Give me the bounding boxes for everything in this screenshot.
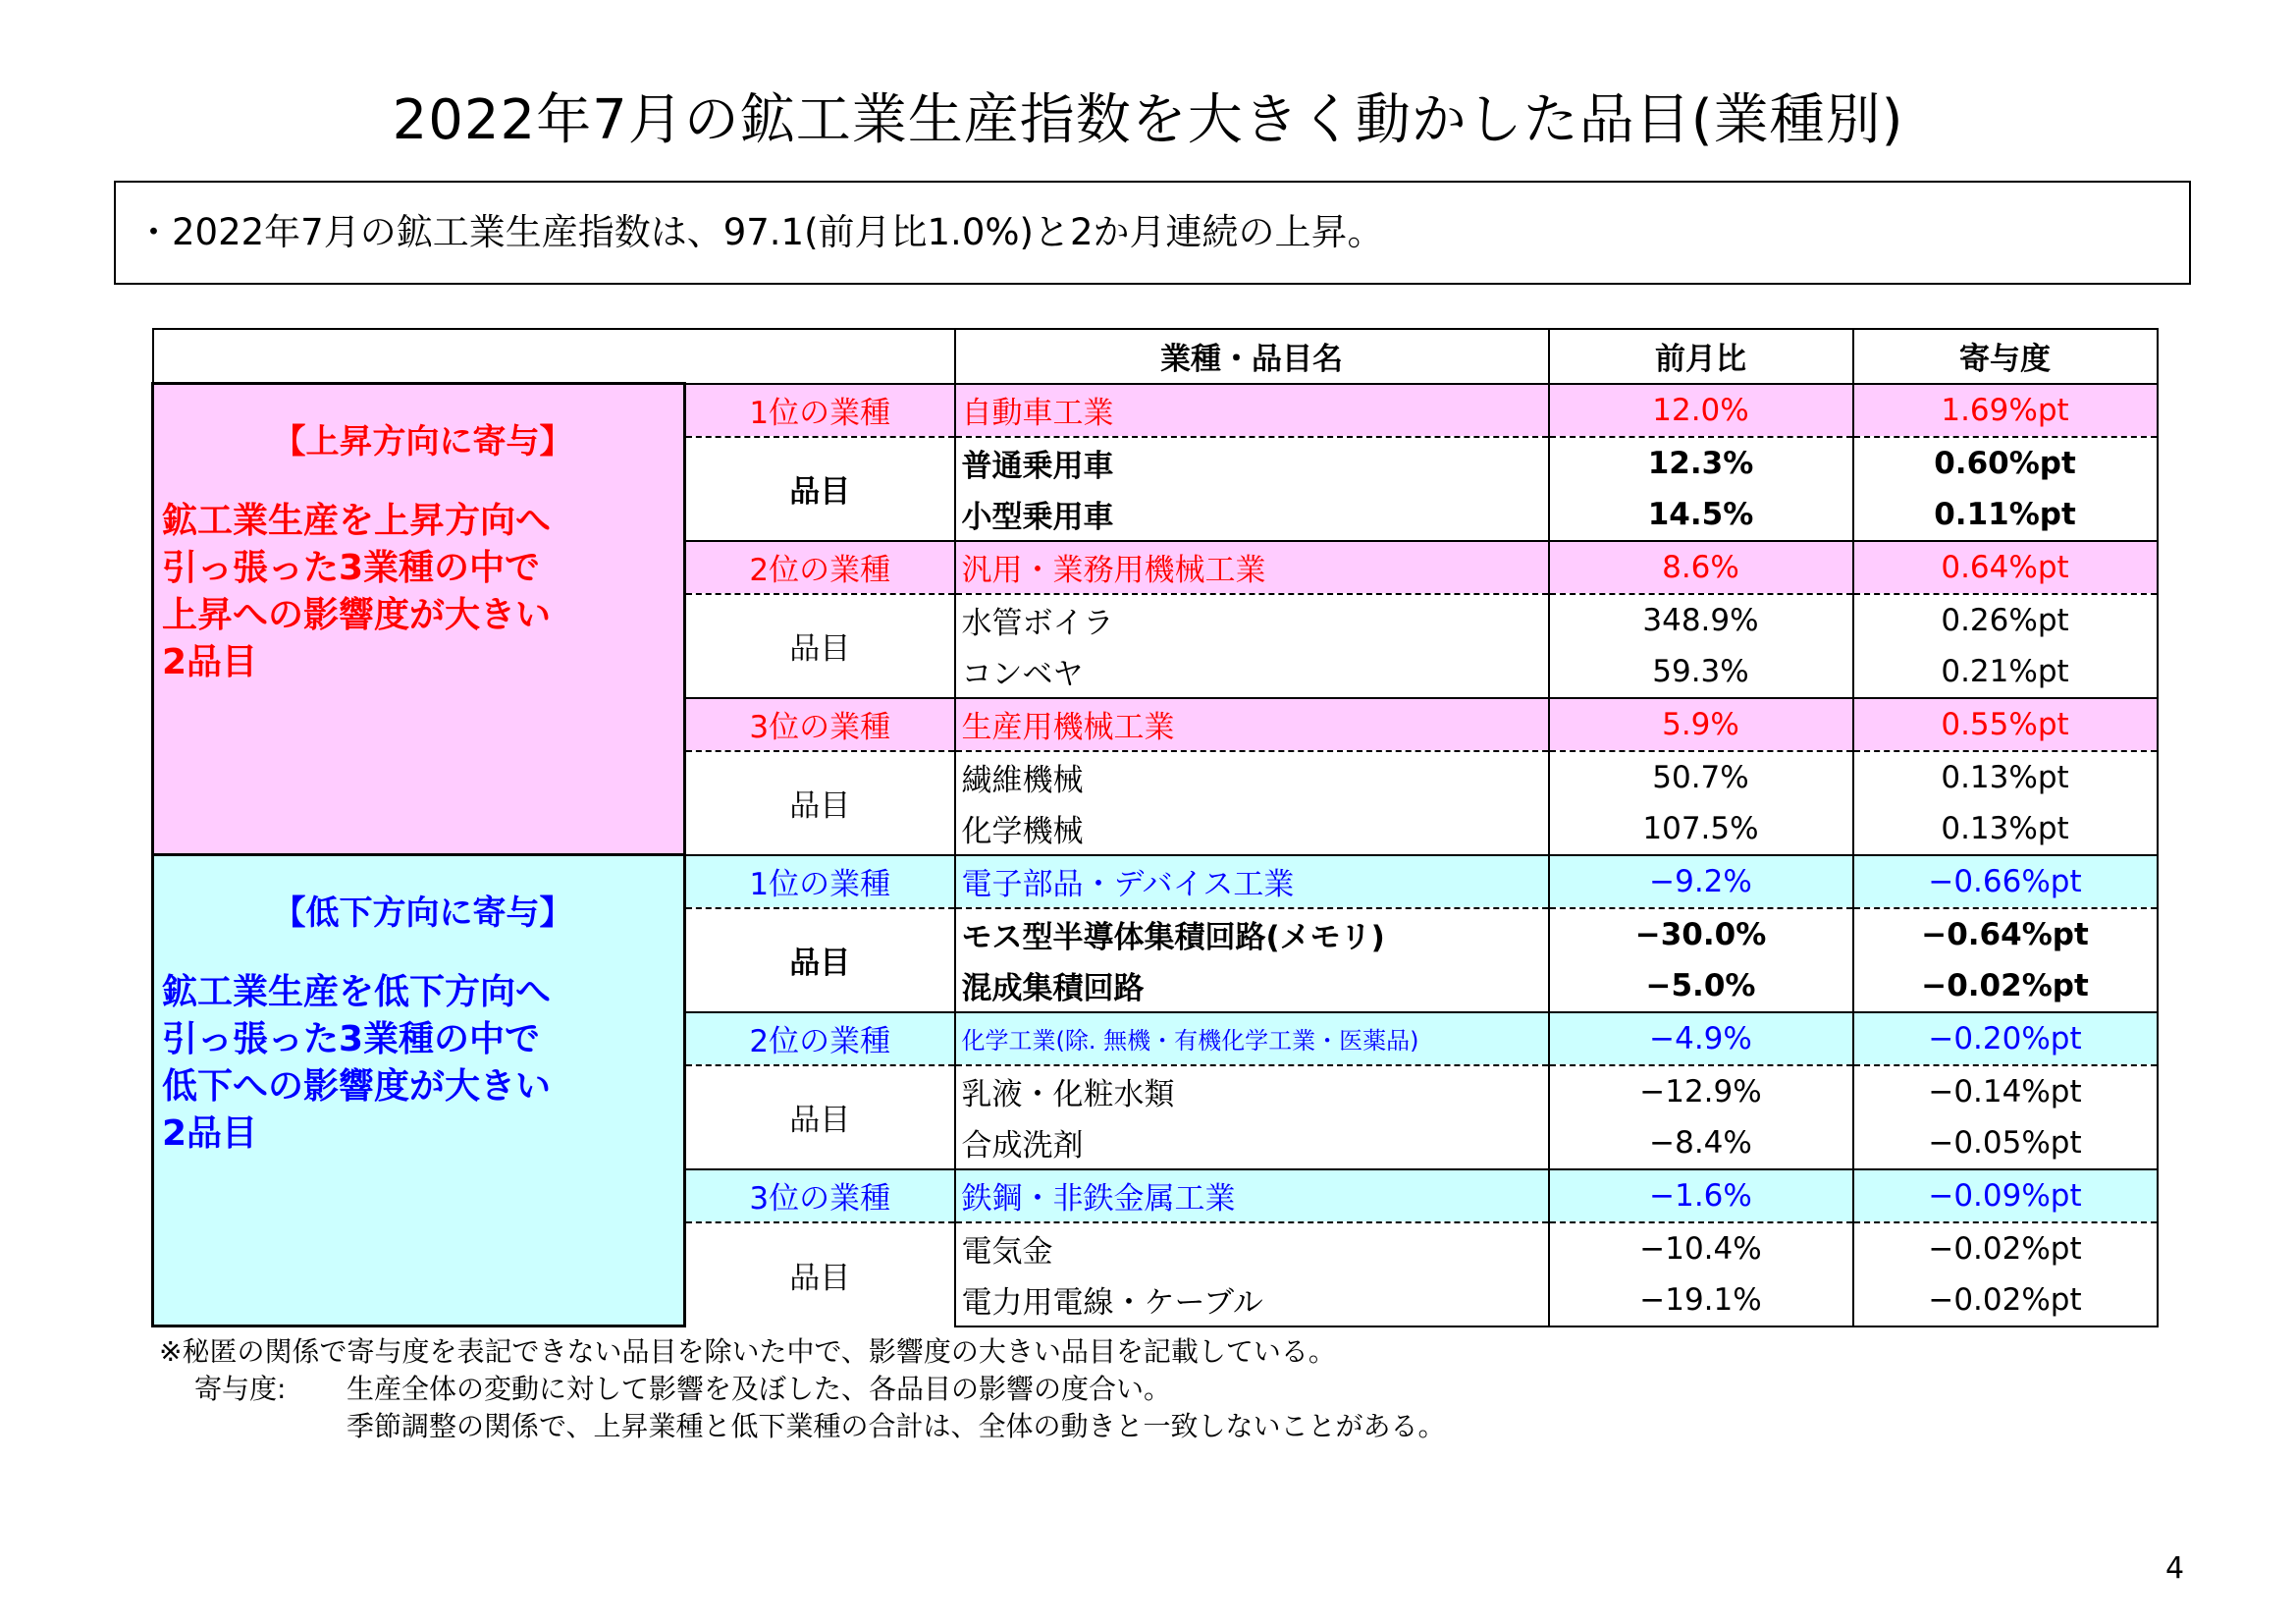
up-desc-line: 上昇への影響度が大きい xyxy=(162,595,552,635)
industry-mom: −9.2% xyxy=(1549,855,1853,908)
item-mom: −5.0% xyxy=(1549,960,1853,1012)
item-label: 品目 xyxy=(685,908,955,1012)
item-contrib: 0.26%pt xyxy=(1853,594,2158,646)
item-contrib: −0.14%pt xyxy=(1853,1065,2158,1117)
item-contrib: 0.11%pt xyxy=(1853,489,2158,541)
table-header-row xyxy=(153,329,2158,384)
header-mom: 前月比 xyxy=(1549,329,1853,384)
item-mom: −30.0% xyxy=(1549,908,1853,960)
industry-name: 自動車工業 xyxy=(955,384,1549,437)
item-name: 乳液・化粧水類 xyxy=(955,1065,1549,1117)
note-line-2 xyxy=(159,1371,1445,1408)
item-name: 電気金 xyxy=(955,1222,1549,1274)
item-name: 普通乗用車 xyxy=(955,437,1549,489)
up-description xyxy=(162,498,683,686)
industry-mom: 5.9% xyxy=(1549,698,1853,751)
item-mom: −8.4% xyxy=(1549,1117,1853,1169)
item-name: 混成集積回路 xyxy=(955,960,1549,1012)
industry-contrib: −0.09%pt xyxy=(1853,1169,2158,1222)
up-desc-line: 引っ張った3業種の中で xyxy=(162,548,541,588)
item-label: 品目 xyxy=(685,594,955,698)
item-name: 電力用電線・ケーブル xyxy=(955,1274,1549,1326)
industry-contrib: −0.20%pt xyxy=(1853,1012,2158,1065)
rank-label: 1位の業種 xyxy=(685,384,955,437)
note-line-3: 季節調整の関係で、上昇業種と低下業種の合計は、全体の動きと一致しないことがある。 xyxy=(347,1410,1446,1442)
rank-label: 2位の業種 xyxy=(685,541,955,594)
header-name: 業種・品目名 xyxy=(955,329,1549,384)
industry-contrib: 1.69%pt xyxy=(1853,384,2158,437)
note-label: 寄与度: xyxy=(194,1373,287,1405)
item-name: コンベヤ xyxy=(955,646,1549,698)
rank-label: 3位の業種 xyxy=(685,1169,955,1222)
industry-name: 電子部品・デバイス工業 xyxy=(955,855,1549,908)
up-heading: 【上昇方向に寄与】 xyxy=(272,422,573,461)
item-contrib: −0.02%pt xyxy=(1853,1222,2158,1274)
rank-label: 2位の業種 xyxy=(685,1012,955,1065)
footnotes xyxy=(159,1333,1445,1445)
page-number: 4 xyxy=(2165,1551,2185,1586)
item-mom: −12.9% xyxy=(1549,1065,1853,1117)
note-line-1: ※秘匿の関係で寄与度を表記できない品目を除いた中で、影響度の大きい品目を記載している。 xyxy=(159,1335,1336,1368)
down-section-label xyxy=(153,855,685,1326)
contribution-table xyxy=(151,328,2159,1327)
item-contrib: −0.02%pt xyxy=(1853,1274,2158,1326)
item-label: 品目 xyxy=(685,1065,955,1169)
item-label: 品目 xyxy=(685,751,955,855)
item-name: 化学機械 xyxy=(955,803,1549,855)
industry-mom: 12.0% xyxy=(1549,384,1853,437)
down-heading: 【低下方向に寄与】 xyxy=(272,893,573,933)
item-name: 小型乗用車 xyxy=(955,489,1549,541)
up-desc-line: 2品目 xyxy=(162,642,258,682)
down-desc-line: 2品目 xyxy=(162,1113,258,1154)
header-blank xyxy=(153,329,955,384)
down-desc-line: 引っ張った3業種の中で xyxy=(162,1019,541,1059)
note-text: 生産全体の変動に対して影響を及ぼした、各品目の影響の度合い。 xyxy=(347,1373,1172,1405)
item-name: 合成洗剤 xyxy=(955,1117,1549,1169)
item-name: 水管ボイラ xyxy=(955,594,1549,646)
item-mom: 348.9% xyxy=(1549,594,1853,646)
item-contrib: −0.05%pt xyxy=(1853,1117,2158,1169)
rank-label: 3位の業種 xyxy=(685,698,955,751)
down-group-1-row xyxy=(153,855,2158,908)
item-mom: −10.4% xyxy=(1549,1222,1853,1274)
item-mom: 14.5% xyxy=(1549,489,1853,541)
item-contrib: 0.13%pt xyxy=(1853,751,2158,803)
item-mom: 12.3% xyxy=(1549,437,1853,489)
header-contrib: 寄与度 xyxy=(1853,329,2158,384)
industry-name: 汎用・業務用機械工業 xyxy=(955,541,1549,594)
item-mom: 107.5% xyxy=(1549,803,1853,855)
item-contrib: 0.13%pt xyxy=(1853,803,2158,855)
summary-box: ・2022年7月の鉱工業生産指数は、97.1(前月比1.0%)と2か月連続の上昇。 xyxy=(114,181,2191,285)
item-mom: 59.3% xyxy=(1549,646,1853,698)
industry-mom: 8.6% xyxy=(1549,541,1853,594)
down-desc-line: 鉱工業生産を低下方向へ xyxy=(162,972,552,1012)
down-desc-line: 低下への影響度が大きい xyxy=(162,1066,552,1107)
industry-mom: −1.6% xyxy=(1549,1169,1853,1222)
rank-label: 1位の業種 xyxy=(685,855,955,908)
up-group-1-row xyxy=(153,384,2158,437)
item-mom: 50.7% xyxy=(1549,751,1853,803)
up-section-label xyxy=(153,384,685,855)
industry-contrib: 0.64%pt xyxy=(1853,541,2158,594)
industry-mom: −4.9% xyxy=(1549,1012,1853,1065)
item-name: 繊維機械 xyxy=(955,751,1549,803)
item-label: 品目 xyxy=(685,437,955,541)
industry-name: 鉄鋼・非鉄金属工業 xyxy=(955,1169,1549,1222)
industry-name: 化学工業(除. 無機・有機化学工業・医薬品) xyxy=(955,1012,1549,1065)
item-label: 品目 xyxy=(685,1222,955,1326)
item-mom: −19.1% xyxy=(1549,1274,1853,1326)
item-contrib: −0.02%pt xyxy=(1853,960,2158,1012)
industry-contrib: −0.66%pt xyxy=(1853,855,2158,908)
item-contrib: 0.21%pt xyxy=(1853,646,2158,698)
item-contrib: 0.60%pt xyxy=(1853,437,2158,489)
industry-contrib: 0.55%pt xyxy=(1853,698,2158,751)
item-name: モス型半導体集積回路(メモリ) xyxy=(955,908,1549,960)
up-desc-line: 鉱工業生産を上昇方向へ xyxy=(162,501,552,541)
down-description xyxy=(162,969,683,1158)
industry-name: 生産用機械工業 xyxy=(955,698,1549,751)
page-title: 2022年7月の鉱工業生産指数を大きく動かした品目(業種別) xyxy=(392,88,1904,152)
item-contrib: −0.64%pt xyxy=(1853,908,2158,960)
